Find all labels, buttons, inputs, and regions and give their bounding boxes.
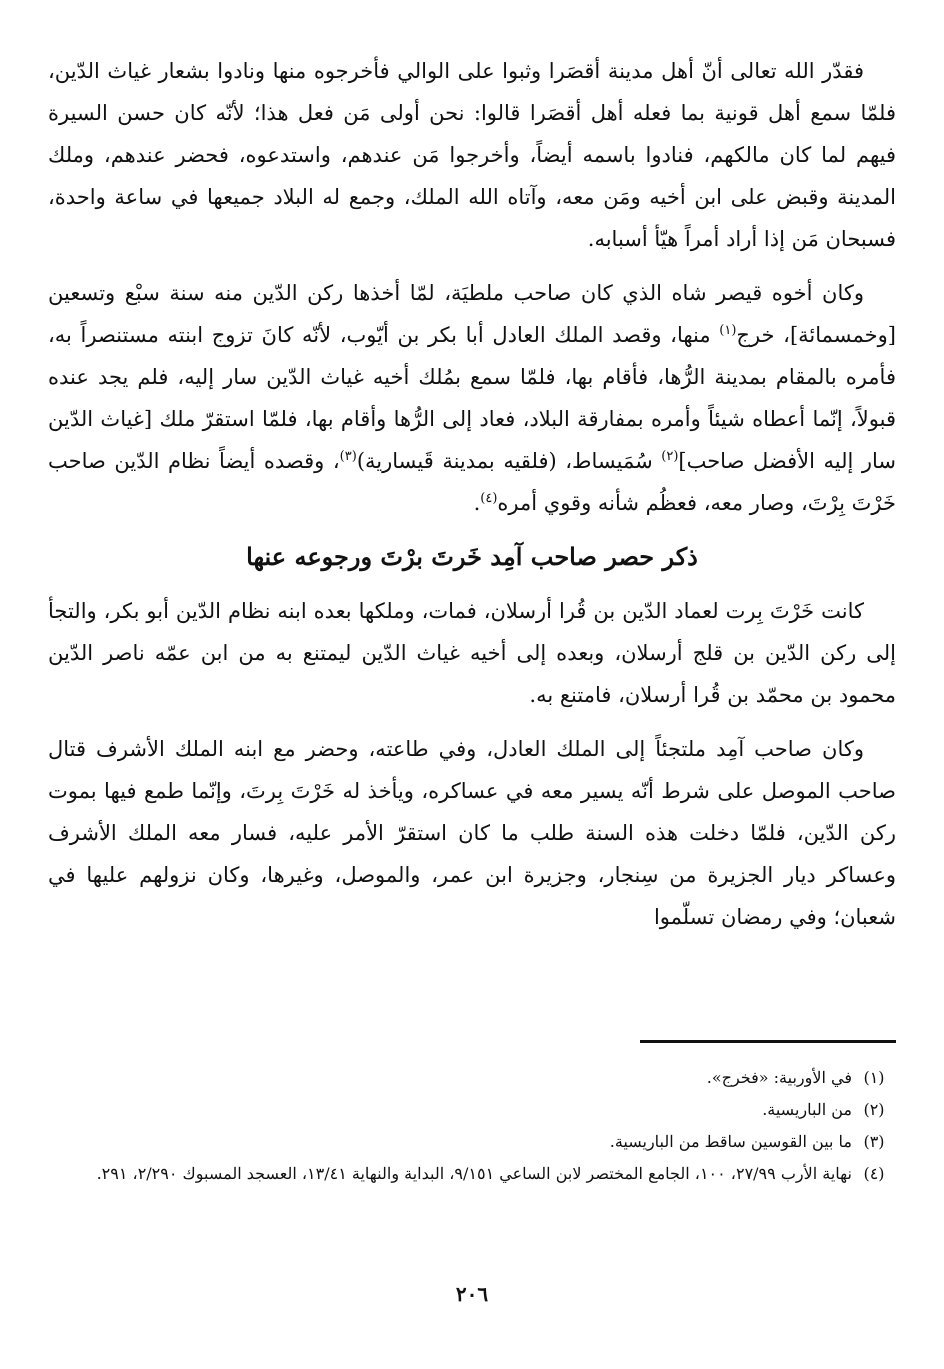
paragraph-2-part-b: منها، وقصد الملك العادل أبا بكر بن أيّوب، لأنّه كانَ تزوج ابنته مستنصراً به، فأمره بالمقام بمدينة الرُّها، فأقام بها، فلمّا سمع بمُلك أخيه غياث الدّين سار إليه، فلم يجد عنده قبولاً، إنّما أعطاه شيئاً وأمره بمفارقة البلاد، فعاد إلى الرُّها وأقام بها، فلمّا استقرّ ملك [غياث الدّين سار إليه الأفضل صاحب]: [48, 323, 897, 473]
paragraph-4: وكان صاحب آمِد ملتجئاً إلى الملك العادل، وفي طاعته، وحضر مع ابنه الملك الأشرف قتال صاحب الموصل على شرط أنّه يسير معه في عساكره، ويأخذ له خَرْتَ بِرتَ، وإنّما طمع فيها بموت ركن الدّين، فلمّا دخلت هذه السنة طلب ما كان استقرّ الأمر عليه، فسار معه الملك الأشرف وعساكر ديار الجزيرة من سِنجار، وجزيرة ابن عمر، والموصل، وغيرها، وكان نزولهم عليها في شعبان؛ وفي رمضان تسلّموا: [48, 737, 896, 929]
footnote-1: [48, 1062, 896, 1094]
paragraph-2-part-a: وكان أخوه قيصر شاه الذي كان صاحب ملطيَة، لمّا أخذها ركن الدّين منه سنة سبْع وتسعين [وخمسمائة]، خرج: [48, 281, 896, 347]
footnote-ref-4: (٤): [480, 491, 498, 506]
footnote-text: نهاية الأرب ٢٧/٩٩، ١٠٠، الجامع المختصر لابن الساعي ٩/١٥١، البداية والنهاية ١٣/٤١، العسجد المسبوك ٢/٢٩٠، ٢٩١.: [96, 1164, 852, 1183]
footnote-number: (٢): [863, 1100, 885, 1119]
footnotes: [48, 1062, 896, 1190]
footnote-text: في الأوربية: «فخرج».: [706, 1068, 852, 1087]
footnote-text: من الباريسية.: [762, 1100, 852, 1119]
footnote-number: (١): [863, 1068, 885, 1087]
paragraph-2-part-c: سُمَيساط، (فلقيه بمدينة قَيسارية): [356, 449, 662, 473]
footnote-ref-3: (٣): [339, 449, 357, 464]
footnote-divider: [640, 1040, 896, 1043]
paragraph-2-part-e: .: [473, 491, 481, 515]
footnote-4: [48, 1158, 896, 1190]
footnote-number: (٣): [863, 1132, 885, 1151]
paragraph-3: كانت خَرْتَ بِرت لعماد الدّين بن قُرا أرسلان، فمات، وملكها بعده ابنه نظام الدّين أبو بكر، والتجأ إلى ركن الدّين بن قلج أرسلان، وبعده إلى أخيه غياث الدّين ليمتنع به من ابن عمّه ناصر الدّين محمود بن محمّد بن قُرا أرسلان، فامتنع به.: [48, 599, 896, 707]
section-heading: ذكر حصر صاحب آمِد خَرتَ برْتَ ورجوعه عنها: [246, 542, 698, 571]
paragraph-2-part-d: ، وقصده أيضاً نظام الدّين صاحب خَرْتَ بِرْتَ، وصار معه، فعظُم شأنه وقوي أمره: [48, 449, 896, 515]
page-number: ٢٠٦: [455, 1282, 489, 1306]
paragraph-1: فقدّر الله تعالى أنّ أهل مدينة أقصَرا وثبوا على الوالي فأخرجوه منها ونادوا بشعار غياث الدّين، فلمّا سمع أهل قونية بما فعله أهل أقصَرا قالوا: نحن أولى مَن فعل هذا؛ لأنّه كان حسن السيرة فيهم لما كان مالكهم، فنادوا باسمه أيضاً، وأخرجوا مَن عندهم، واستدعوه، فحضر عندهم، وملك المدينة وقبض على ابن أخيه ومَن معه، وآتاه الله الملك، وجمع له البلاد جميعها في ساعة واحدة، فسبحان مَن إذا أراد أمراً هيّأ أسبابه.: [48, 59, 896, 251]
footnote-3: [48, 1126, 896, 1158]
footnote-text: ما بين القوسين ساقط من الباريسية.: [609, 1132, 852, 1151]
paragraph-2: [48, 272, 896, 524]
footnote-number: (٤): [863, 1164, 885, 1183]
footnote-ref-1: (١): [719, 323, 737, 338]
footnote-2: [48, 1094, 896, 1126]
page-body: [48, 50, 896, 950]
footnote-ref-2: (٢): [661, 449, 679, 464]
